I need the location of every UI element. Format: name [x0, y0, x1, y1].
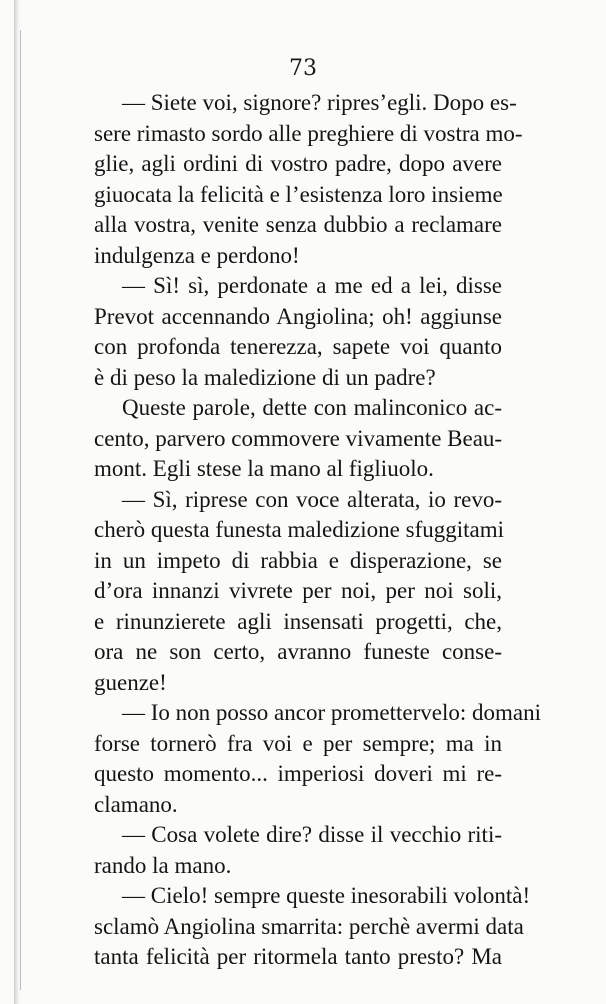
body-text	[66, 88, 542, 973]
text-line: — Cielo! sempre queste inesorabili volontà!	[122, 883, 531, 908]
text-line: indulgenza e perdono!	[94, 242, 300, 268]
text-line: — Siete voi, signore? ripres’egli. Dopo es-	[122, 90, 517, 115]
text-line: glie, agli ordini di vostro padre, dopo avere	[94, 151, 502, 176]
text-line: clamano.	[94, 791, 178, 817]
text-line: guenze!	[94, 669, 167, 695]
text-line: e rinunzierete agli insensati progetti, che,	[94, 608, 502, 634]
paragraph	[66, 820, 502, 881]
text-line: è di peso la maledizione di un padre?	[94, 364, 436, 390]
page-number: 73	[289, 56, 317, 81]
text-line: — Cosa volete dire? disse il vecchio riti-	[122, 822, 502, 847]
text-line: rando la mano.	[94, 852, 232, 878]
text-line: tanta felicità per ritormela tanto presto? Ma	[94, 944, 502, 969]
text-line: cento, parvero commovere vivamente Beau-	[94, 425, 503, 451]
paragraph	[66, 698, 542, 820]
text-line: Queste parole, dette con malinconico ac-	[122, 395, 502, 420]
text-line: sclamò Angiolina smarrita: perchè avermi data	[94, 913, 524, 939]
text-line: alla vostra, venite senza dubbio a reclamare	[94, 212, 502, 237]
paragraph	[66, 485, 505, 699]
paragraph	[66, 393, 502, 485]
text-line: cherò questa funesta maledizione sfuggitami	[94, 517, 505, 542]
page-binding-edge	[20, 30, 21, 990]
text-line: Prevot accennando Angiolina; oh! aggiunse	[94, 303, 502, 329]
text-line: ora ne son certo, avranno funeste conse-	[94, 639, 502, 664]
text-line: — Sì! sì, perdonate a me ed a lei, disse	[122, 273, 502, 298]
text-line: d’ora innanzi vivrete per noi, per noi soli,	[94, 578, 502, 603]
text-line: forse tornerò fra voi e per sempre; ma in	[94, 730, 502, 756]
text-line: sere rimasto sordo alle preghiere di vostra mo-	[94, 120, 523, 146]
text-line: — Sì, riprese con voce alterata, io revo-	[122, 486, 502, 512]
paragraph	[66, 88, 523, 271]
text-line: questo momento... imperiosi doveri mi re-	[94, 761, 502, 786]
text-line: in un impeto di rabbia e disperazione, se	[94, 547, 502, 573]
text-line: mont. Egli stese la mano al figliuolo.	[94, 456, 434, 481]
text-line: con profonda tenerezza, sapete voi quanto	[94, 334, 502, 359]
text-line: giuocata la felicità e l’esistenza loro insieme	[94, 181, 503, 207]
paragraph	[66, 881, 531, 973]
text-line: — Io non posso ancor promettervelo: domani	[122, 700, 542, 725]
paragraph	[66, 271, 502, 393]
